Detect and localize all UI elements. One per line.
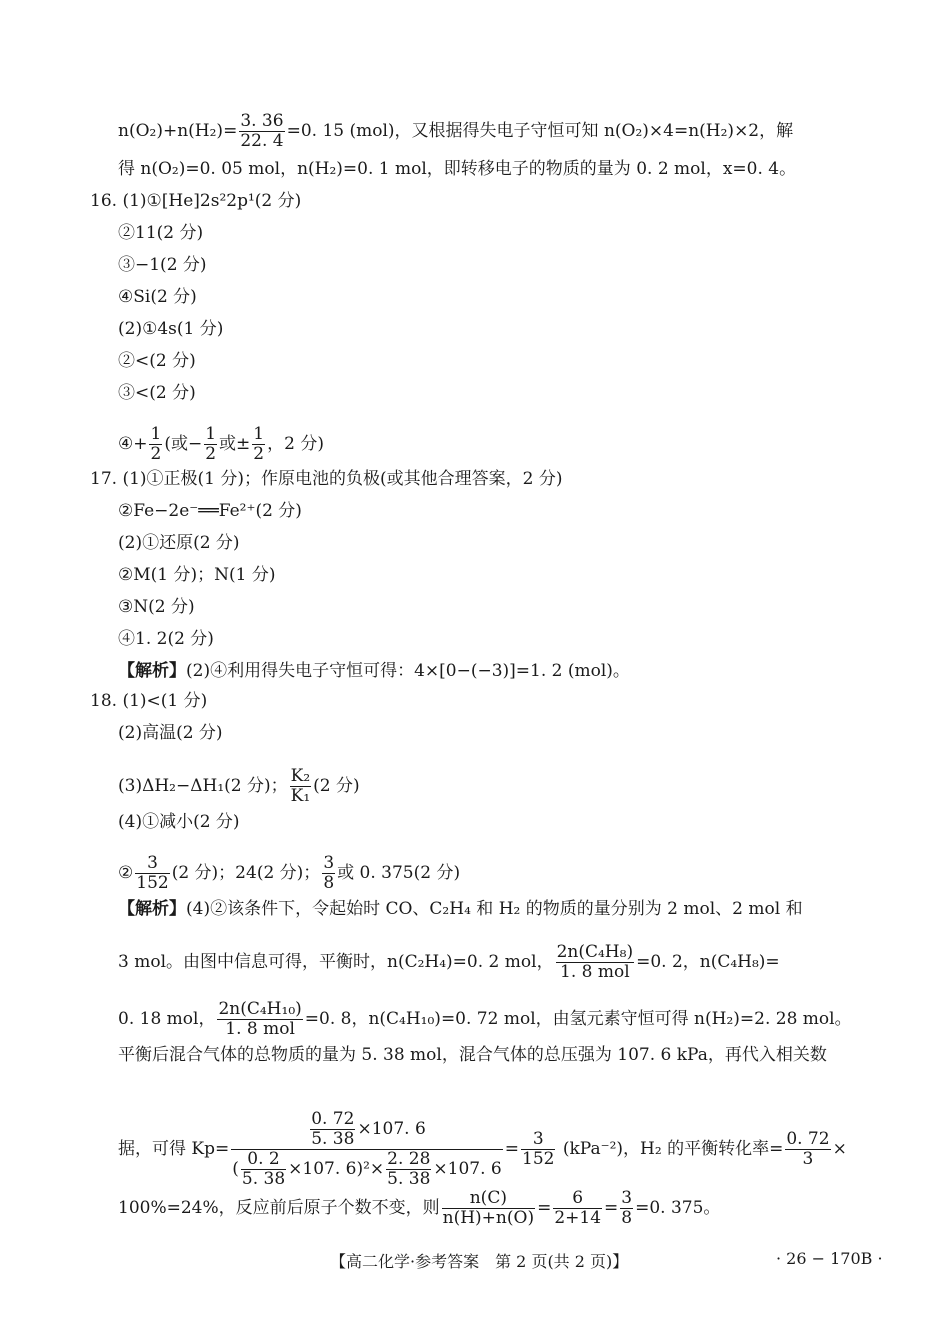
answer-line: ④1. 2(2 分) [118, 629, 214, 649]
answer-line: ③<(2 分) [118, 383, 196, 403]
fraction: $\frac{6}{2+14}$ [554, 1188, 602, 1228]
fraction: $\frac{\text{K₂}}{\text{K₁}}$ [290, 766, 311, 806]
answer-line: ②<(2 分) [118, 351, 196, 371]
fraction: $\frac{0. 2}{5. 38}$ [241, 1149, 286, 1189]
fraction: $\frac{n(C)}{n(H)+n(O)}$ [442, 1188, 535, 1228]
analysis-line: 【解析】(4)②该条件下，令起始时 CO、C₂H₄ 和 H₂ 的物质的量分别为 2 mol、2 mol 和 [118, 899, 803, 919]
analysis-label: 【解析】 [118, 661, 186, 681]
answer-line: n(O₂)+n(H₂)= $\frac{3. 36}{22. 4}$ =0. 15 (mol)，又根据得失电子守恒可知 n(O₂)×4=n(H₂)×2，解 [118, 111, 794, 151]
answer-line: ③N(2 分) [118, 597, 195, 617]
fraction: $\frac{3}{8}$ [621, 1188, 633, 1228]
fraction: $\frac{1}{2}$ [205, 424, 217, 464]
fraction: $\frac{1}{2}$ [253, 424, 265, 464]
answer-line: 得 n(O₂)=0. 05 mol，n(H₂)=0. 1 mol，即转移电子的物质的量为 0. 2 mol，x=0. 4。 [118, 159, 797, 179]
fraction: $\frac{1}{2}$ [150, 424, 162, 464]
answer-line: (2)①还原(2 分) [118, 533, 240, 553]
answer-line: (2)①4s(1 分) [118, 319, 224, 339]
analysis-label: 【解析】 [118, 899, 186, 919]
answer-line: (2)高温(2 分) [118, 723, 223, 743]
fraction: $\frac{3}{152}$ [522, 1129, 555, 1169]
answer-line: ③−1(2 分) [118, 255, 207, 275]
answer-line: ④+ $\frac{1}{2}$ (或− $\frac{1}{2}$ 或± $\frac{1}{2}$ ，2 分) [118, 424, 324, 464]
answer-line: ②11(2 分) [118, 223, 204, 243]
answer-line: (4)①减小(2 分) [118, 812, 240, 832]
fraction: $\frac{3. 36}{22. 4}$ [240, 111, 284, 151]
fraction: $\frac{3}{152}$ [136, 853, 169, 893]
fraction: $\frac{0. 72}{3}$ [786, 1129, 830, 1169]
question-16-heading: 16. (1)①[He]2s²2p¹(2 分) [90, 191, 302, 211]
footer-title: 【高二化学·参考答案 第 2 页(共 2 页)】 [330, 1252, 629, 1271]
question-17-heading: 17. (1)①正极(1 分)；作原电池的负极(或其他合理答案，2 分) [90, 469, 563, 489]
answer-line: (3)ΔH₂−ΔH₁(2 分)； $\frac{\text{K₂}}{\text{K₁}}$ (2 分) [118, 766, 360, 806]
analysis-line: 100%=24%，反应前后原子个数不变，则 $\frac{n(C)}{n(H)+n(O)}$ = $\frac{6}{2+14}$ = $\frac{3}{8}$ =0. 375。 [118, 1188, 721, 1228]
question-18-heading: 18. (1)<(1 分) [90, 691, 208, 711]
answer-line: ②Fe−2e⁻══Fe²⁺(2 分) [118, 501, 302, 521]
analysis-line: 0. 18 mol， $\frac{\text{2n(C₄H₁₀)}}{\text{1. 8 mol}}$ =0. 8，n(C₄H₁₀)=0. 72 mol，由氢元素守恒可得 n(H₂)=2. 28 mol。 [118, 999, 852, 1039]
fraction: $\frac{3}{8}$ [323, 853, 335, 893]
kp-fraction: $\frac{0. 72}{5. 38}$ ×107. 6 ( $\frac{0. 2}{5. 38}$ ×107. 6)²× $\frac{2. 28}{5. 38}$ ×107. 6 [232, 1109, 502, 1189]
analysis-line: 据，可得 Kp= $\frac{0. 72}{5. 38}$ ×107. 6 ( $\frac{0. 2}{5. 38}$ ×107. 6)²× $\frac{2. 28}{5. 38}$ ×107. 6 = $\frac{3}{152}$ (kPa⁻²)，H₂ 的平衡转化率= $\frac{0. 72}{3}$ × [118, 1109, 847, 1189]
answer-line: ② $\frac{3}{152}$ (2 分)；24(2 分)； $\frac{3}{8}$ 或 0. 375(2 分) [118, 853, 461, 893]
fraction: $\frac{0. 72}{5. 38}$ [311, 1109, 355, 1149]
analysis-line: 3 mol。由图中信息可得，平衡时，n(C₂H₄)=0. 2 mol， $\frac{\text{2n(C₄H₈)}}{\text{1. 8 mol}}$ =0. 2，n(C₄H₈)= [118, 942, 780, 982]
answer-line: ④Si(2 分) [118, 287, 197, 307]
analysis-line: 平衡后混合气体的总物质的量为 5. 38 mol，混合气体的总压强为 107. 6 kPa，再代入相关数 [118, 1045, 827, 1065]
fraction: $\frac{2. 28}{5. 38}$ [387, 1149, 431, 1189]
answer-line: ②M(1 分)；N(1 分) [118, 565, 276, 585]
footer-code: · 26 − 170B · [776, 1249, 883, 1268]
fraction: $\frac{\text{2n(C₄H₈)}}{\text{1. 8 mol}}$ [556, 942, 634, 982]
fraction: $\frac{\text{2n(C₄H₁₀)}}{\text{1. 8 mol}}$ [218, 999, 302, 1039]
analysis-line: 【解析】(2)④利用得失电子守恒可得：4×[0−(−3)]=1. 2 (mol)。 [118, 661, 630, 681]
